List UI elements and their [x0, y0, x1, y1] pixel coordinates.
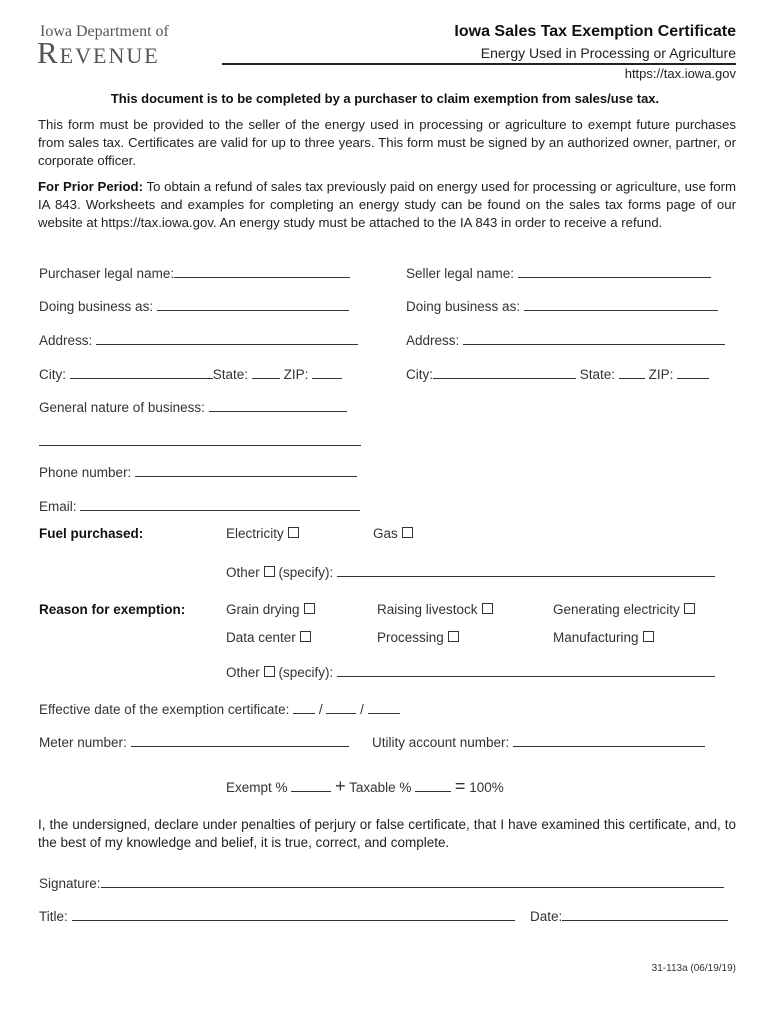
seller-city-blank[interactable]	[433, 366, 576, 379]
meter-number-blank[interactable]	[131, 734, 349, 747]
utility-account-label: Utility account number:	[372, 735, 510, 750]
fuel-gas-option[interactable]	[373, 526, 413, 541]
seller-legal-name-label: Seller legal name:	[406, 266, 515, 281]
reason-other-option[interactable]	[226, 664, 715, 680]
purchaser-zip-label: ZIP:	[283, 367, 309, 382]
prior-period-paragraph	[38, 178, 736, 232]
effective-date-month-blank[interactable]	[293, 701, 315, 714]
percentage-equation	[226, 776, 504, 797]
seller-dba-blank[interactable]	[524, 298, 718, 311]
equals-sign: =	[454, 776, 466, 796]
exempt-pct-label: Exempt %	[226, 780, 288, 795]
plus-sign: +	[335, 776, 346, 796]
purchaser-legal-name-blank[interactable]	[174, 265, 350, 278]
purchaser-state-blank[interactable]	[252, 366, 280, 379]
fuel-other-label: Other	[226, 565, 260, 580]
signature-blank[interactable]	[101, 875, 724, 888]
seller-address-field[interactable]	[406, 332, 725, 348]
reason-specify-label: (specify):	[278, 665, 334, 680]
general-nature-field[interactable]	[39, 399, 347, 415]
utility-account-field[interactable]	[372, 734, 705, 750]
reason-raising-livestock-checkbox[interactable]	[482, 603, 493, 614]
purchaser-legal-name-label: Purchaser legal name:	[39, 266, 175, 281]
effective-date-label: Effective date of the exemption certificate:	[39, 702, 290, 717]
purchaser-address-label: Address:	[39, 333, 93, 348]
meter-number-field[interactable]	[39, 734, 349, 750]
seller-city-label: City:	[406, 367, 433, 382]
reason-raising-livestock-label: Raising livestock	[377, 602, 478, 617]
reason-generating-electricity-checkbox[interactable]	[684, 603, 695, 614]
date-label: Date:	[530, 909, 563, 924]
email-field[interactable]	[39, 498, 360, 514]
form-number: 31-113a (06/19/19)	[651, 963, 736, 974]
email-blank[interactable]	[80, 498, 360, 511]
fuel-gas-checkbox[interactable]	[402, 527, 413, 538]
reason-data-center-label: Data center	[226, 630, 296, 645]
reason-manufacturing-label: Manufacturing	[553, 630, 639, 645]
effective-date-field[interactable]: Effective date of the exemption certificate: / /	[39, 701, 400, 717]
reason-raising-livestock-option[interactable]	[377, 602, 493, 617]
hundred-percent: 100%	[469, 780, 504, 795]
effective-date-year-blank[interactable]	[368, 701, 400, 714]
seller-state-label: State:	[579, 367, 616, 382]
reason-data-center-option[interactable]	[226, 630, 311, 645]
reason-grain-drying-option[interactable]	[226, 602, 315, 617]
date-blank[interactable]	[562, 908, 728, 921]
title-label: Title:	[39, 909, 68, 924]
seller-legal-name-blank[interactable]	[518, 265, 711, 278]
reason-generating-electricity-label: Generating electricity	[553, 602, 680, 617]
purchaser-address-field[interactable]	[39, 332, 358, 348]
seller-address-label: Address:	[406, 333, 460, 348]
reason-manufacturing-option[interactable]	[553, 630, 654, 645]
fuel-specify-label: (specify):	[278, 565, 334, 580]
seller-dba-field[interactable]	[406, 298, 718, 314]
reason-grain-drying-label: Grain drying	[226, 602, 300, 617]
purchaser-dba-field[interactable]	[39, 298, 349, 314]
purchaser-city-state-zip[interactable]	[39, 366, 342, 382]
seller-dba-label: Doing business as:	[406, 299, 521, 314]
form-title: Iowa Sales Tax Exemption Certificate	[454, 23, 736, 40]
header-url: https://tax.iowa.gov	[624, 66, 736, 81]
fuel-specify-blank[interactable]	[337, 564, 715, 577]
utility-account-blank[interactable]	[513, 734, 705, 747]
purchaser-dba-blank[interactable]	[157, 298, 349, 311]
reason-for-exemption-label: Reason for exemption:	[39, 602, 186, 617]
seller-address-blank[interactable]	[463, 332, 725, 345]
fuel-gas-label: Gas	[373, 526, 398, 541]
purchaser-address-blank[interactable]	[96, 332, 358, 345]
reason-data-center-checkbox[interactable]	[300, 631, 311, 642]
phone-label: Phone number:	[39, 465, 132, 480]
signature-field[interactable]	[39, 875, 724, 891]
taxable-pct-label: Taxable %	[349, 780, 412, 795]
general-nature-label: General nature of business:	[39, 400, 205, 415]
instructions-paragraph: This form must be provided to the seller of the energy used in processing or agriculture to exempt future purchases from sales tax. Certificates are valid for up to three years. This form must be signed by an authorized owner, partner, or corporate officer.	[38, 117, 736, 168]
taxable-pct-blank[interactable]	[415, 779, 451, 792]
purchaser-city-label: City:	[39, 367, 66, 382]
purchaser-city-blank[interactable]	[70, 366, 213, 379]
reason-generating-electricity-option[interactable]	[553, 602, 695, 617]
date-field[interactable]	[530, 908, 728, 924]
reason-specify-blank[interactable]	[337, 664, 715, 677]
seller-zip-blank[interactable]	[677, 366, 709, 379]
fuel-purchased-label: Fuel purchased:	[39, 526, 144, 541]
fuel-electricity-label: Electricity	[226, 526, 284, 541]
effective-date-day-blank[interactable]	[326, 701, 356, 714]
reason-processing-option[interactable]	[377, 630, 459, 645]
prior-period-lead: For Prior Period:	[38, 179, 143, 194]
fuel-electricity-option[interactable]	[226, 526, 299, 541]
prior-period-text: To obtain a refund of sales tax previously paid on energy used for processing or agriculture, use form IA 843. Worksheets and examples for completing an energy study can be found on the sales tax forms page of our website at https://tax.iowa.gov. An energy study must be attached to the IA 843 in order to receive a refund.	[38, 179, 736, 230]
purchaser-state-label: State:	[212, 367, 249, 382]
header-rule	[222, 63, 736, 65]
logo-revenue-text: Revenue	[37, 35, 160, 70]
fuel-other-checkbox[interactable]	[264, 566, 275, 577]
title-field[interactable]	[39, 908, 515, 924]
purchaser-zip-blank[interactable]	[312, 366, 342, 379]
intro-statement: This document is to be completed by a purchaser to claim exemption from sales/use tax.	[110, 91, 660, 106]
seller-legal-name-field[interactable]	[406, 265, 711, 281]
reason-grain-drying-checkbox[interactable]	[304, 603, 315, 614]
reason-processing-checkbox[interactable]	[448, 631, 459, 642]
fuel-other-option[interactable]	[226, 564, 715, 580]
signature-label: Signature:	[39, 876, 101, 891]
phone-field[interactable]	[39, 464, 357, 480]
reason-processing-label: Processing	[377, 630, 444, 645]
logo-department-text: Iowa Department of	[40, 23, 169, 40]
form-subtitle: Energy Used in Processing or Agriculture	[480, 45, 736, 61]
email-label: Email:	[39, 499, 77, 514]
seller-zip-label: ZIP:	[648, 367, 674, 382]
purchaser-dba-label: Doing business as:	[39, 299, 154, 314]
meter-number-label: Meter number:	[39, 735, 127, 750]
purchaser-legal-name-field[interactable]	[39, 265, 350, 281]
reason-other-label: Other	[226, 665, 260, 680]
title-blank[interactable]	[72, 908, 515, 921]
general-nature-blank[interactable]	[209, 399, 347, 412]
fuel-electricity-checkbox[interactable]	[288, 527, 299, 538]
seller-state-blank[interactable]	[619, 366, 645, 379]
reason-other-checkbox[interactable]	[264, 666, 275, 677]
exempt-pct-blank[interactable]	[291, 779, 331, 792]
seller-city-state-zip[interactable]	[406, 366, 709, 382]
general-nature-blank-line-2[interactable]	[39, 445, 361, 446]
declaration-text: I, the undersigned, declare under penalties of perjury or false certificate, that I have examined this certificate, and, to the best of my knowledge and belief, it is true, correct, and complete.	[38, 817, 736, 850]
reason-manufacturing-checkbox[interactable]	[643, 631, 654, 642]
phone-blank[interactable]	[135, 464, 357, 477]
